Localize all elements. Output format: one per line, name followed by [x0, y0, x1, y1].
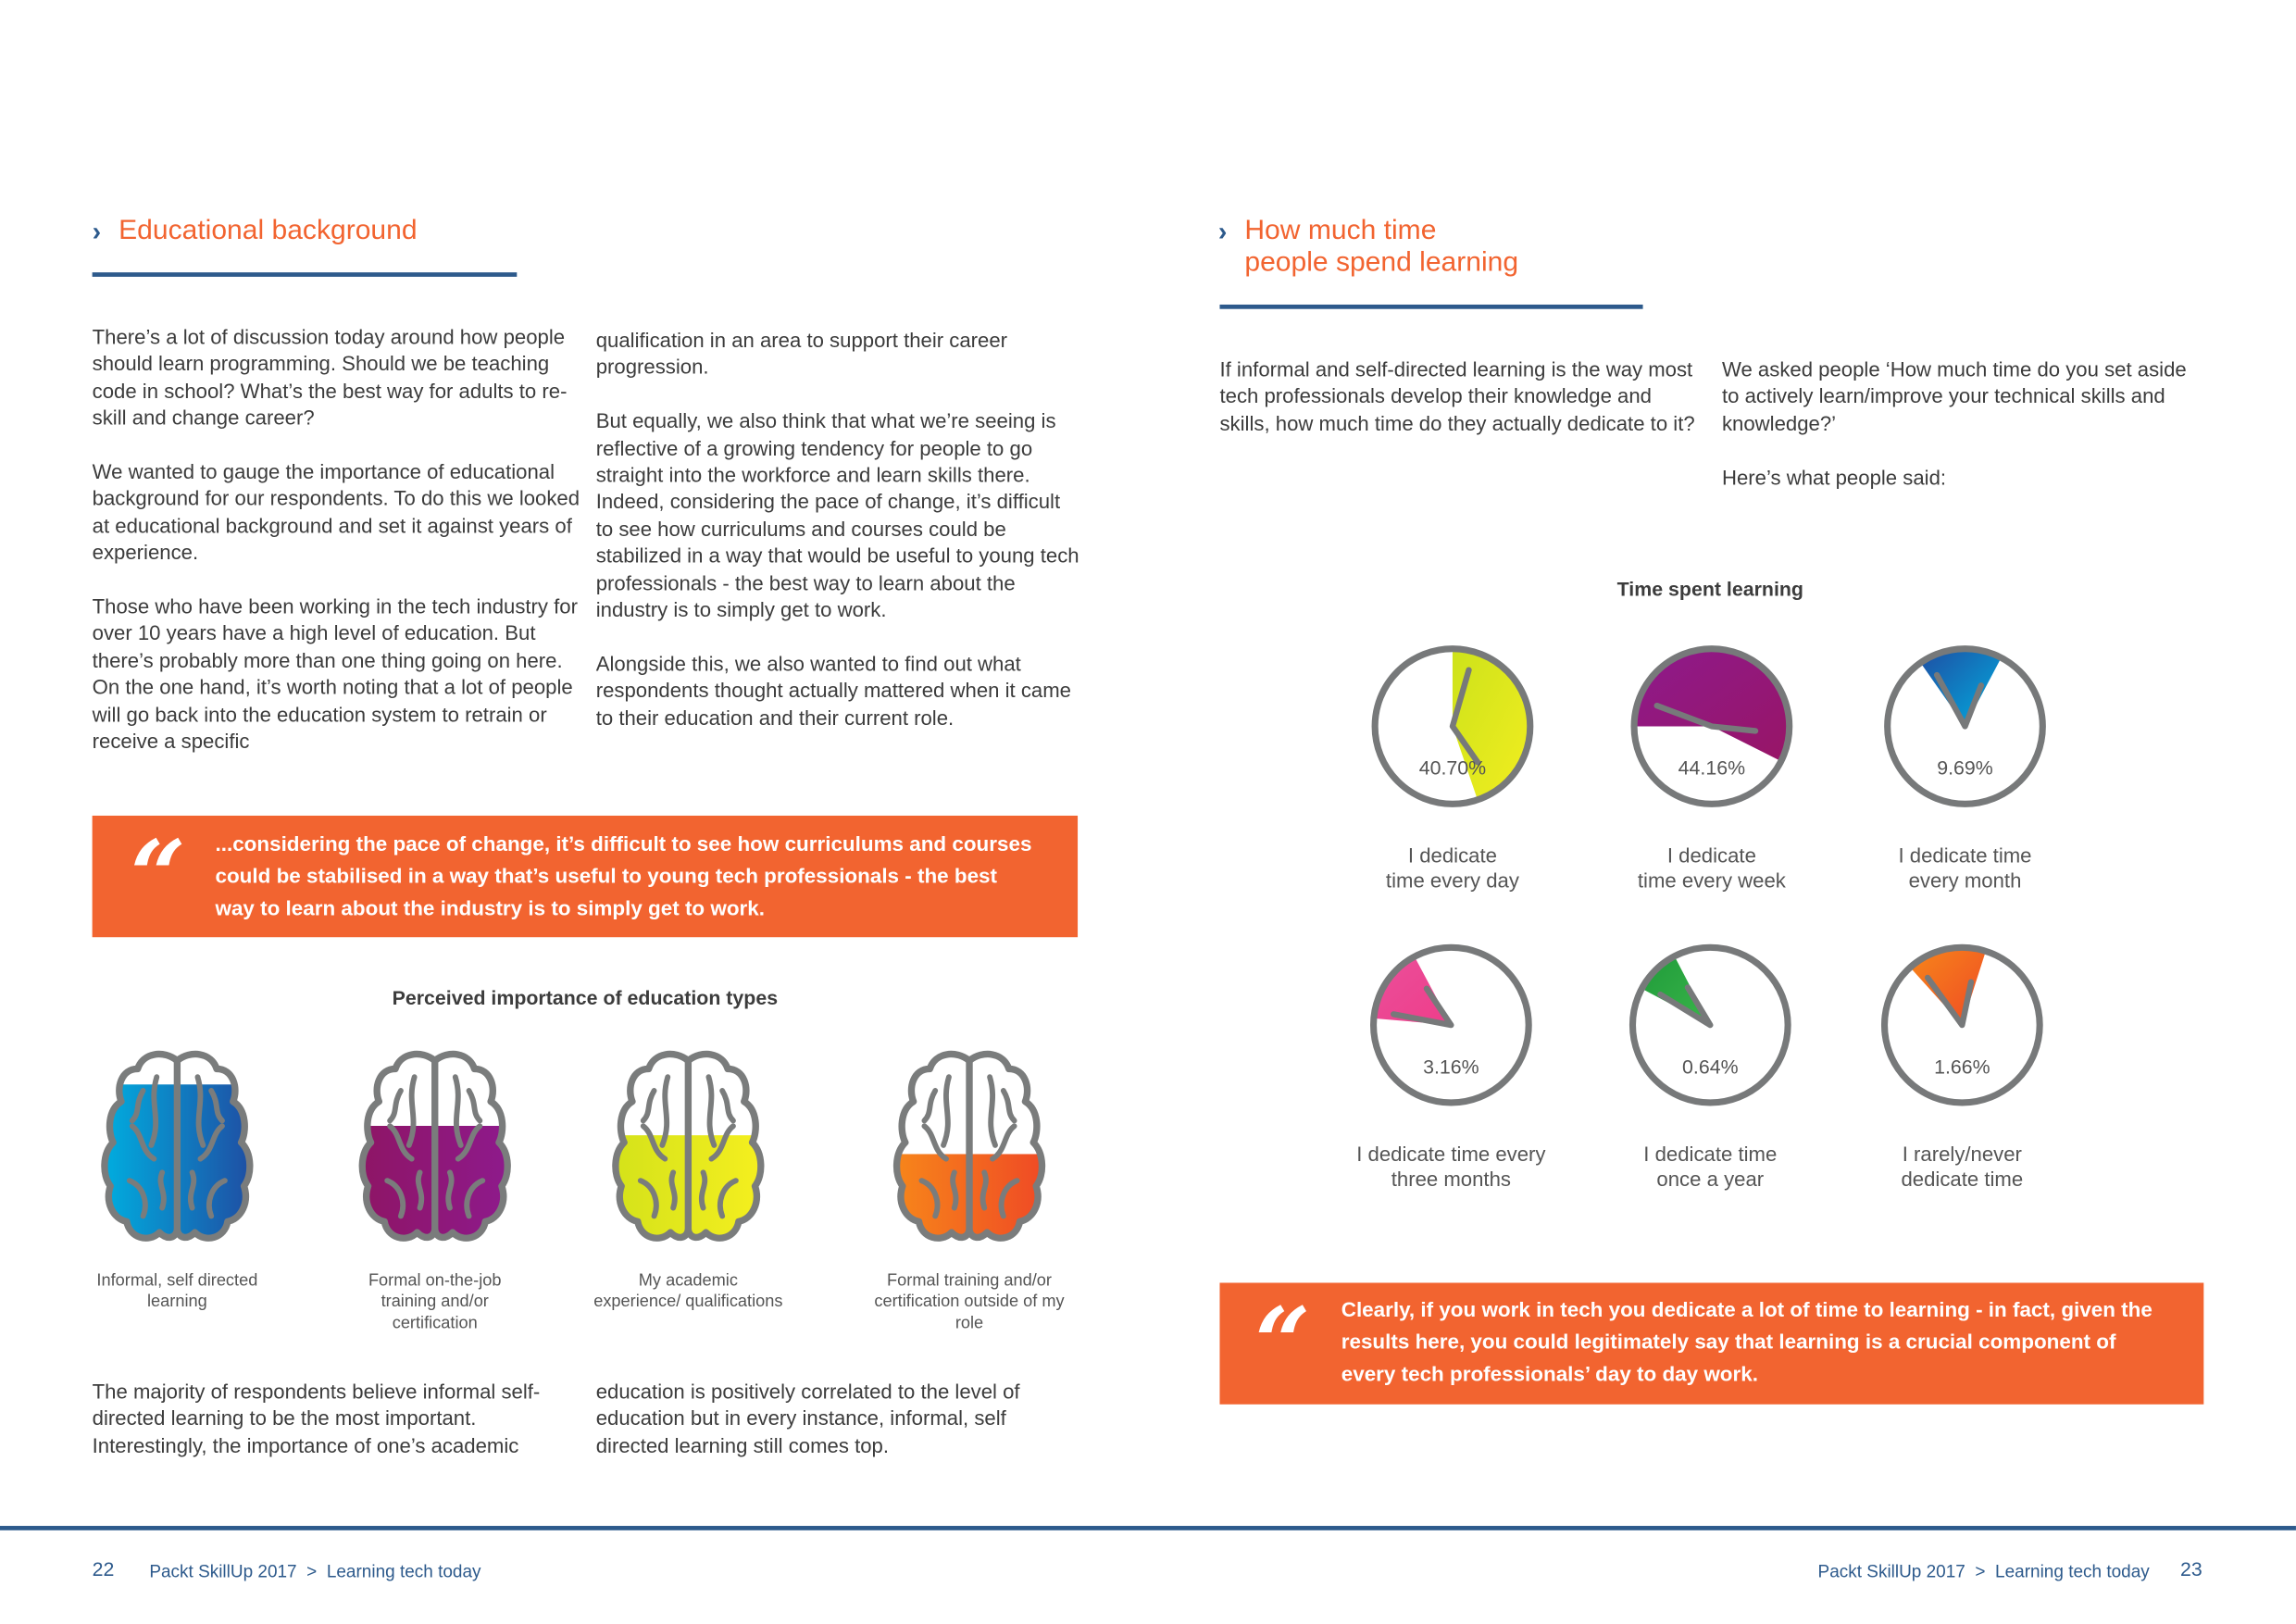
brain-bar [881, 1047, 1057, 1245]
label-line: I dedicate time every [1356, 1142, 1546, 1166]
footer-breadcrumb-left [149, 1561, 480, 1581]
gauge-category-label [1578, 1143, 1842, 1193]
paragraph: We asked people ‘How much time do you set aside to actively learn/improve your technical skills and knowledge?’ [1721, 356, 2187, 435]
page-number-right: 23 [2180, 1557, 2202, 1580]
brain-label: Informal, self directed learning [96, 1272, 258, 1312]
gauge-category-label [1580, 843, 1844, 893]
gauge-category-label [1830, 1143, 2094, 1193]
section-heading-time [1217, 215, 1519, 280]
quote-mark-icon: “ [130, 818, 186, 933]
paragraph: The majority of respondents believe informal self-directed learning to be the most important. Interestingly, the importance of one’s academic [92, 1379, 541, 1457]
label-line: once a year [1656, 1167, 1765, 1191]
brain-icon [881, 1047, 1057, 1245]
gauge [1365, 639, 1541, 815]
brain-bar [89, 1047, 265, 1245]
label-line: I dedicate [1666, 843, 1756, 868]
gauge-slice [1641, 956, 1710, 1025]
paragraph: We wanted to gauge the importance of educational background for our respondents. To do this we looked at educational background and set it against years of experience. [92, 459, 580, 565]
label-line: I dedicate time [1643, 1142, 1778, 1166]
gauge-chart-title: Time spent learning [1616, 578, 1803, 601]
breadcrumb-publication: Packt SkillUp 2017 [149, 1560, 297, 1582]
gauge-category-label [1833, 843, 2097, 893]
gauge [1622, 937, 1798, 1113]
brain-icon [600, 1047, 776, 1245]
gauge-value-label: 3.16% [1423, 1056, 1479, 1079]
right-column-2 [1722, 356, 2198, 518]
breadcrumb-section: Learning tech today [1995, 1560, 2150, 1582]
gauge-category-label [1319, 1143, 1583, 1193]
heading-text: How much time [1244, 215, 1437, 246]
paragraph: Here’s what people said: [1721, 465, 1947, 489]
paragraph: There’s a lot of discussion today around how people should learn programming. Should we be teaching code in school? What’s the best way for adults to re-skill and change career? [92, 325, 568, 430]
heading-text: Educational background [119, 215, 418, 246]
gauge [1363, 937, 1539, 1113]
gauge [1878, 639, 2053, 815]
chevron-right-icon: › [1217, 217, 1228, 246]
label-line: I dedicate [1407, 843, 1497, 868]
paragraph: education is positively correlated to the level of education but in every instance, informal, self directed learning still comes top. [595, 1379, 1020, 1457]
section-heading-education [92, 215, 418, 247]
left-column-2 [596, 327, 1079, 758]
label-line: dedicate time [1901, 1167, 2024, 1191]
breadcrumb-separator: > [1975, 1560, 1986, 1582]
gauge-value-label: 40.70% [1418, 756, 1487, 780]
page-number-left: 22 [92, 1557, 115, 1580]
quote-text: ...considering the pace of change, it’s difficult to see how curriculums and courses could be stabilised in a way that’s useful to young tech professionals - the best way to learn about the industry is to simply get to work. [215, 832, 1032, 921]
gauge-value-label: 0.64% [1682, 1056, 1739, 1079]
paragraph: If informal and self-directed learning is the way most tech professionals develop their knowledge and skills, how much time do they actually dedicate to it? [1219, 356, 1695, 435]
brain-bar [600, 1047, 776, 1245]
paragraph: Alongside this, we also wanted to find out what respondents thought actually mattered when it came to their education and their current role. [595, 651, 1071, 730]
heading-underline [1219, 305, 1642, 309]
label-line: I rarely/never [1902, 1142, 2022, 1166]
quote-mark-icon: “ [1254, 1285, 1311, 1401]
heading-text: people spend learning [1244, 247, 1519, 279]
pull-quote-right [1219, 1282, 2203, 1404]
brain-label: Formal training and/or certification outside of my role [874, 1272, 1065, 1332]
gauge-value-label: 44.16% [1678, 756, 1746, 780]
gauge [1874, 937, 2050, 1113]
gauge-value-label: 9.69% [1937, 756, 1993, 780]
gauge-value-label: 1.66% [1934, 1056, 1990, 1079]
brain-label: Formal on-the-job training and/or certification [368, 1272, 502, 1332]
label-line: every month [1908, 868, 2022, 893]
quote-text: Clearly, if you work in tech you dedicate a lot of time to learning - in fact, given the results here, you could legitimately say that learning is a crucial component of every tech professionals’ day to day work. [1341, 1298, 2152, 1387]
left-column-1 [93, 324, 583, 782]
brain-bar [347, 1047, 523, 1245]
pull-quote-left [93, 816, 1078, 937]
heading-underline [93, 272, 518, 277]
label-line: three months [1391, 1167, 1511, 1191]
label-line: time every day [1385, 868, 1519, 893]
paragraph: qualification in an area to support their career progression. [595, 328, 1008, 379]
brain-chart-title: Perceived importance of education types [392, 986, 779, 1009]
brain-icon [347, 1047, 523, 1245]
paragraph: But equally, we also think that what we’re seeing is reflective of a growing tendency for people to go straight into the workforce and learn skills there. Indeed, considering the pace of change, it’s difficult to see how curriculums and courses could be stabilized in a way that would be useful to young tech professionals - the best way to learn about the industry is to simply get to work. [595, 408, 1079, 621]
footer-rule [0, 1526, 2296, 1530]
paragraph: Those who have been working in the tech industry for over 10 years have a high level of education. But there’s probably more than one thing going on here. On the one hand, it’s worth noting that a lot of people will go back into the education system to retrain or receive a specific [92, 594, 578, 754]
label-line: I dedicate time [1898, 843, 2032, 868]
gauge-category-label [1321, 843, 1585, 893]
chevron-right-icon: › [92, 217, 102, 246]
footer-breadcrumb-right [1818, 1561, 2150, 1581]
brain-label: My academic experience/ qualifications [593, 1272, 783, 1312]
breadcrumb-publication: Packt SkillUp 2017 [1817, 1560, 1965, 1582]
gauge [1624, 639, 1800, 815]
label-line: time every week [1637, 868, 1786, 893]
brain-icon [89, 1047, 265, 1245]
breadcrumb-section: Learning tech today [326, 1560, 481, 1582]
breadcrumb-separator: > [306, 1560, 318, 1582]
